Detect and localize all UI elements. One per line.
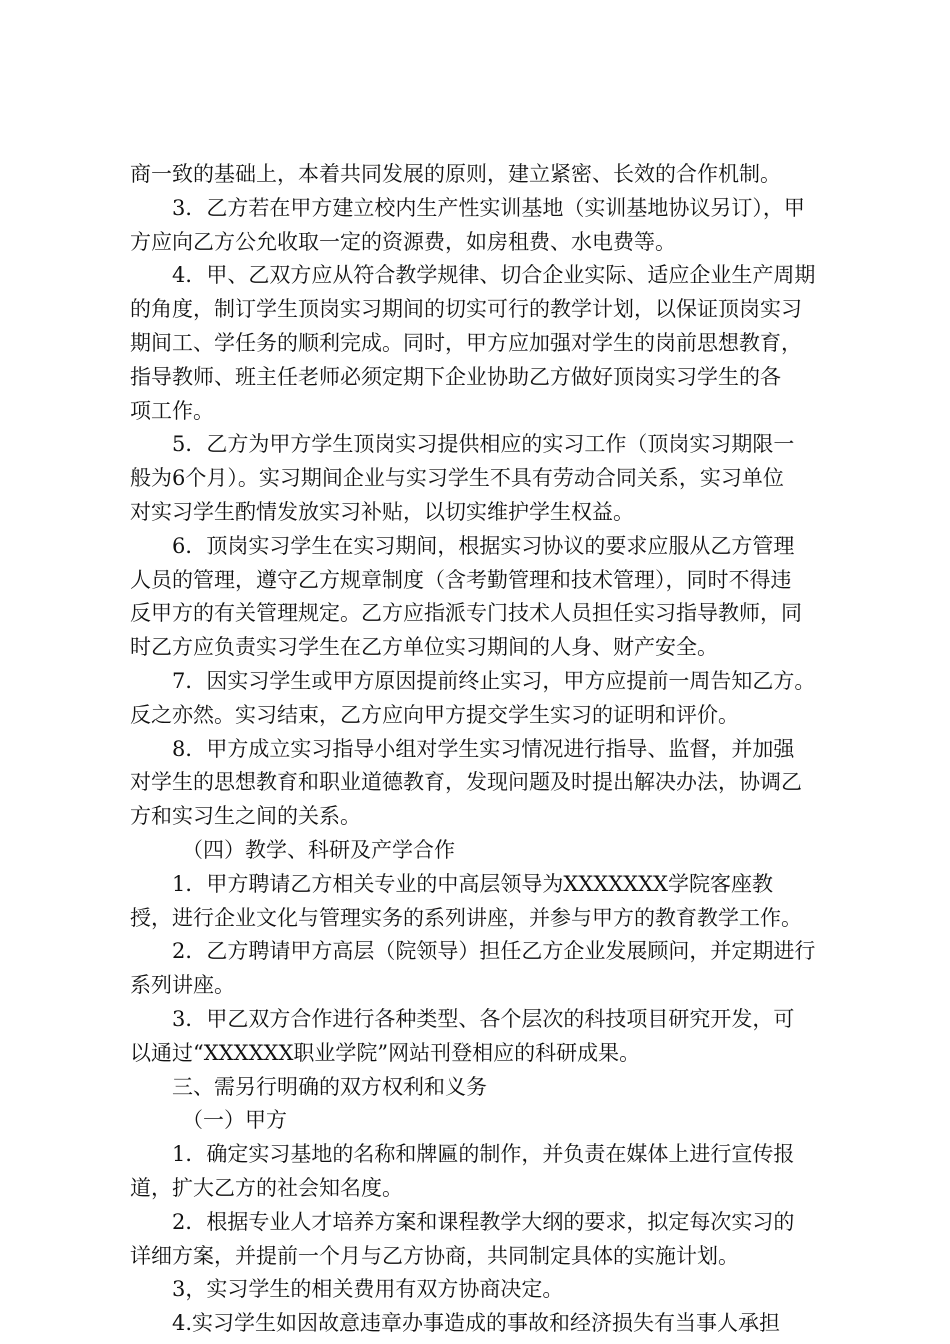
text-line: 般为6个月）。实习期间企业与实习学生不具有劳动合同关系，实习单位 [130, 466, 784, 491]
text-line: 三、需另行明确的双方权利和义务 [172, 1074, 487, 1099]
text-line: 道，扩大乙方的社会知名度。 [130, 1175, 403, 1200]
document-body [130, 158, 824, 1341]
text-line: 4．甲、乙双方应从符合教学规律、切合企业实际、适应企业生产周期 [172, 263, 816, 288]
text-line: 方应向乙方公允收取一定的资源费，如房租费、水电费等。 [130, 229, 676, 254]
text-line: 期间工、学任务的顺利完成。同时，甲方应加强对学生的岗前思想教育， [130, 330, 802, 355]
text-line: 商一致的基础上，本着共同发展的原则，建立紧密、长效的合作机制。 [130, 162, 781, 186]
text-line: 2．根据专业人才培养方案和课程教学大纲的要求，拟定每次实习的 [172, 1209, 795, 1234]
text-line: 授，进行企业文化与管理实务的系列讲座，并参与甲方的教育教学工作。 [130, 905, 802, 930]
text-line: 以通过“XXXXXX职业学院”网站刊登相应的科研成果。 [130, 1040, 641, 1065]
text-line: 方和实习生之间的关系。 [130, 804, 361, 829]
text-line: 1．确定实习基地的名称和牌匾的制作，并负责在媒体上进行宣传报 [172, 1142, 795, 1167]
text-line: 3．甲乙双方合作进行各种类型、各个层次的科技项目研究开发，可 [172, 1006, 795, 1031]
text-line: （四）教学、科研及产学合作 [182, 837, 455, 862]
text-line: 8．甲方成立实习指导小组对学生实习情况进行指导、监督，并加强 [172, 736, 795, 761]
text-line: 2．乙方聘请甲方高层（院领导）担任乙方企业发展顾问，并定期进行 [172, 939, 816, 964]
text-line: 4.实习学生如因故意违章办事造成的事故和经济损失有当事人承担 [172, 1311, 781, 1336]
text-line: 1．甲方聘请乙方相关专业的中高层领导为XXXXXXX学院客座教 [172, 871, 774, 896]
text-line: 对实习学生酌情发放实习补贴，以切实维护学生权益。 [130, 499, 634, 524]
text-line: 3．乙方若在甲方建立校内生产性实训基地（实训基地协议另订），甲 [172, 195, 805, 220]
text-line: 6．顶岗实习学生在实习期间，根据实习协议的要求应服从乙方管理 [172, 533, 795, 558]
text-line: 3，实习学生的相关费用有双方协商决定。 [172, 1277, 564, 1302]
text-line: 项工作。 [130, 398, 214, 423]
text-line: 详细方案，并提前一个月与乙方协商，共同制定具体的实施计划。 [130, 1243, 739, 1268]
text-line: 的角度，制订学生顶岗实习期间的切实可行的教学计划，以保证顶岗实习 [130, 297, 802, 322]
text-line: 反之亦然。实习结束，乙方应向甲方提交学生实习的证明和评价。 [130, 702, 739, 727]
text-line: 反甲方的有关管理规定。乙方应指派专门技术人员担任实习指导教师，同 [130, 601, 802, 626]
text-line: （一）甲方 [182, 1108, 287, 1133]
text-line: 7．因实习学生或甲方原因提前终止实习，甲方应提前一周告知乙方。 [172, 668, 816, 693]
text-line: 指导教师、班主任老师必须定期下企业协助乙方做好顶岗实习学生的各 [130, 364, 781, 389]
text-line: 5．乙方为甲方学生顶岗实习提供相应的实习工作（顶岗实习期限一 [172, 432, 795, 457]
text-line: 人员的管理，遵守乙方规章制度（含考勤管理和技术管理），同时不得违 [130, 567, 792, 592]
text-line: 时乙方应负责实习学生在乙方单位实习期间的人身、财产安全。 [130, 635, 718, 660]
text-line: 对学生的思想教育和职业道德教育，发现问题及时提出解决办法，协调乙 [130, 770, 802, 795]
text-line: 系列讲座。 [130, 973, 235, 998]
